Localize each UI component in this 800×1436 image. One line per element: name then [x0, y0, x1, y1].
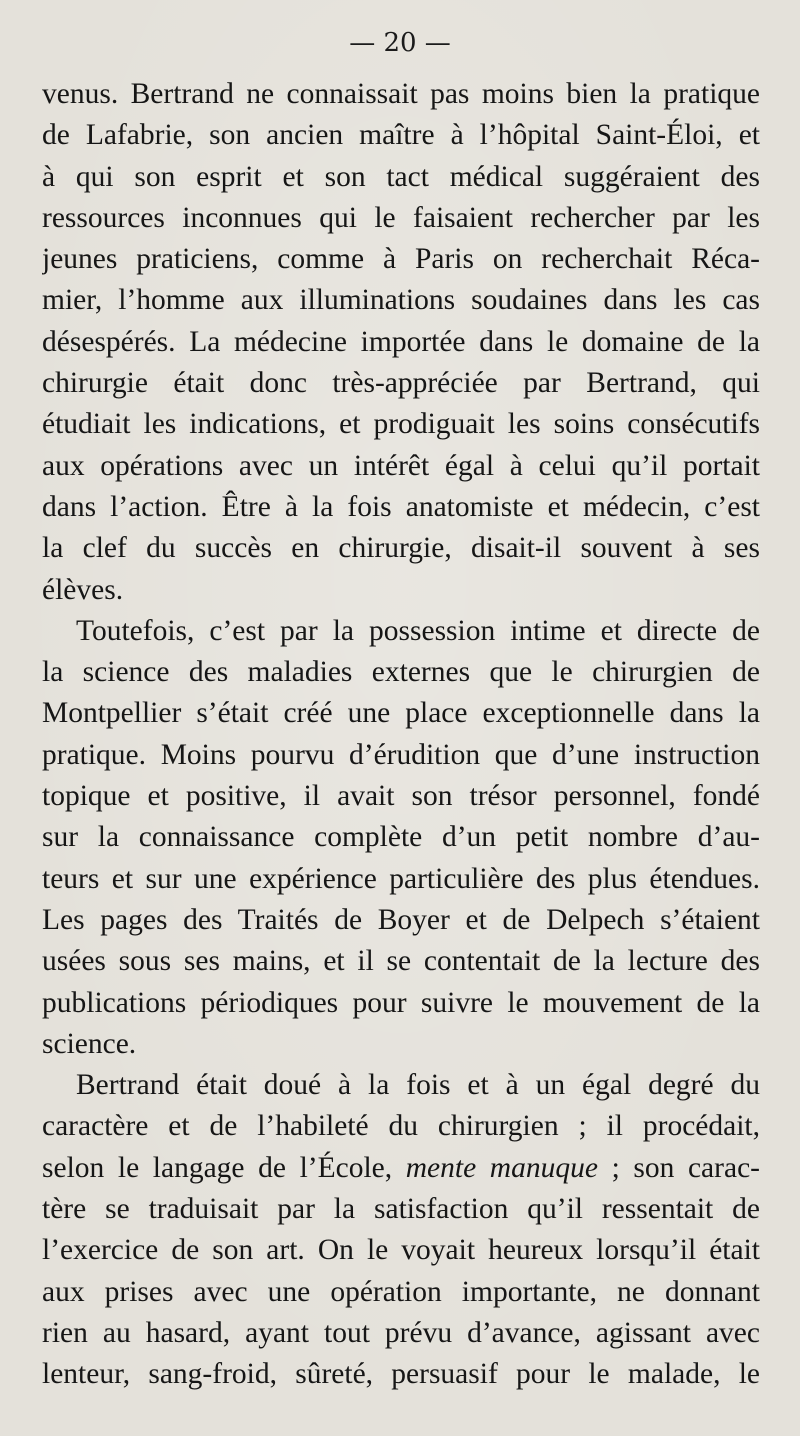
- page-number: — 20 —: [349, 28, 451, 58]
- text-line-with-italic: [42, 1148, 760, 1189]
- text-line: dans l’action. Être à la fois anatomiste et médecin, c’est: [42, 490, 760, 523]
- text-line: caractère et de l’habileté du chirurgien ; il procédait,: [42, 1110, 760, 1143]
- text-line: Les pages des Traités de Boyer et de Delpech s’étaient: [42, 903, 760, 936]
- text-line: tère se traduisait par la satisfaction qu’il ressentait de: [42, 1193, 760, 1226]
- paragraph-2: [42, 611, 760, 1065]
- text-line: élèves.: [42, 573, 124, 606]
- text-line: ressources inconnues qui le faisaient rechercher par les: [42, 201, 760, 234]
- text-line: aux prises avec une opération importante, ne donnant: [42, 1275, 760, 1308]
- text-line: venus. Bertrand ne connaissait pas moins bien la pratique: [42, 78, 760, 110]
- paragraph-3: [42, 1065, 760, 1395]
- text-line: désespérés. La médecine importée dans le domaine de la: [42, 325, 760, 358]
- text-segment: ; son carac-: [597, 1151, 760, 1184]
- text-line: Toutefois, c’est par la possession intime et directe de: [76, 614, 760, 647]
- text-line: teurs et sur une expérience particulière des plus étendues.: [42, 862, 760, 895]
- text-line: l’exercice de son art. On le voyait heureux lorsqu’il était: [42, 1234, 760, 1267]
- text-line: usées sous ses mains, et il se contentait de la lecture des: [42, 945, 760, 978]
- text-line: aux opérations avec un intérêt égal à celui qu’il portait: [42, 449, 760, 482]
- text-line: rien au hasard, ayant tout prévu d’avance, agissant avec: [42, 1316, 760, 1349]
- text-line: publications périodiques pour suivre le mouvement de la: [42, 986, 760, 1019]
- italic-phrase: mente manuque: [405, 1151, 598, 1184]
- text-segment: selon le langage de l’École,: [42, 1151, 406, 1184]
- body-text: [42, 74, 760, 1396]
- text-line: pratique. Moins pourvu d’érudition que d’une instruction: [42, 738, 760, 771]
- text-line: lenteur, sang-froid, sûreté, persuasif pour le malade, le: [42, 1358, 760, 1391]
- text-line: jeunes praticiens, comme à Paris on recherchait Réca-: [42, 243, 760, 276]
- text-line: de Lafabrie, son ancien maître à l’hôpital Saint-Éloi, et: [42, 119, 760, 152]
- text-line: à qui son esprit et son tact médical suggéraient des: [42, 160, 760, 193]
- text-line: topique et positive, il avait son trésor personnel, fondé: [42, 780, 760, 813]
- text-line: chirurgie était donc très-appréciée par Bertrand, qui: [42, 367, 760, 400]
- text-line: sur la connaissance complète d’un petit nombre d’au-: [42, 821, 760, 854]
- paragraph-1: [42, 74, 760, 611]
- text-line: Montpellier s’était créé une place exceptionnelle dans la: [42, 697, 760, 730]
- text-line: étudiait les indications, et prodiguait les soins consécutifs: [42, 408, 760, 441]
- text-line: la science des maladies externes que le chirurgien de: [42, 656, 760, 689]
- text-line: Bertrand était doué à la fois et à un égal degré du: [76, 1069, 760, 1102]
- text-line: la clef du succès en chirurgie, disait-il souvent à ses: [42, 532, 760, 565]
- text-line: mier, l’homme aux illuminations soudaines dans les cas: [42, 284, 760, 317]
- text-line: science.: [42, 1027, 137, 1060]
